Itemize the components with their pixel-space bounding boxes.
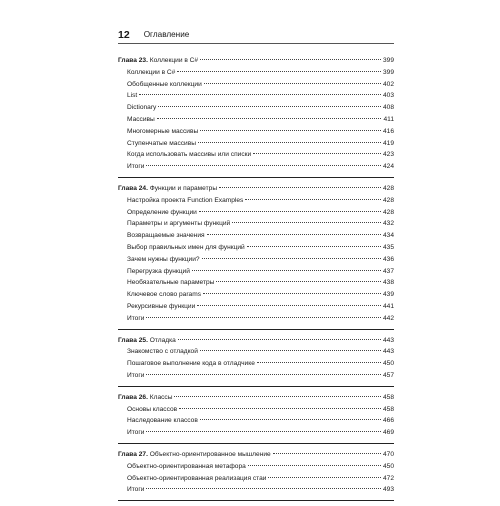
toc-entry-title: Объектно-ориентированная реализация стаи — [127, 474, 267, 482]
toc-entry-title: Параметры и аргументы функций — [127, 220, 231, 228]
dot-leader — [247, 246, 381, 247]
toc-entry[interactable] — [118, 79, 394, 91]
toc-chapter — [118, 335, 394, 387]
dot-leader — [216, 281, 381, 282]
toc-chapter-heading[interactable] — [118, 183, 394, 195]
toc-entry[interactable] — [118, 67, 394, 79]
toc-entry-title: Рекурсивные функции — [127, 302, 196, 310]
toc-entry[interactable] — [118, 207, 394, 219]
toc-entry-title: Обобщенные коллекции — [127, 80, 202, 88]
dot-leader — [219, 187, 381, 188]
dot-leader — [146, 374, 381, 375]
toc-entry[interactable] — [118, 277, 394, 289]
dot-leader — [200, 130, 381, 131]
toc-page-number: 469 — [382, 429, 394, 437]
dot-leader — [198, 142, 381, 143]
toc-page-number: 450 — [382, 462, 394, 470]
dot-leader — [203, 293, 381, 294]
toc-entry-title: Итоги — [127, 486, 145, 494]
toc-entry-title: Зачем нужны функции? — [127, 255, 200, 263]
toc-entry[interactable] — [118, 301, 394, 313]
toc-chapter — [118, 392, 394, 444]
toc-entry[interactable] — [118, 114, 394, 126]
dot-leader — [204, 83, 381, 84]
toc-page-number: 438 — [382, 279, 394, 287]
toc-chapter-heading[interactable] — [118, 335, 394, 347]
toc-entry[interactable] — [118, 427, 394, 439]
toc-chapter — [118, 449, 394, 501]
toc-entry[interactable] — [118, 149, 394, 161]
toc-entry-title: Ступенчатые массивы — [127, 139, 196, 147]
toc-entry[interactable] — [118, 473, 394, 485]
toc-entry-title: Знакомство с отладкой — [127, 348, 198, 356]
toc-entry-title: List — [127, 92, 138, 100]
toc-entry[interactable] — [118, 230, 394, 242]
toc-page-number: 435 — [382, 243, 394, 251]
toc-entry[interactable] — [118, 346, 394, 358]
toc-chapter-name: Классы — [149, 393, 173, 401]
toc-chapter-name: Функции и параметры — [149, 184, 218, 192]
toc-page-number: 432 — [382, 220, 394, 228]
toc-entry-title: Перегрузка функций — [127, 267, 190, 275]
toc-entry-title: Выбор правильных имен для функций — [127, 243, 245, 251]
dot-leader — [179, 408, 381, 409]
toc-entry[interactable] — [118, 266, 394, 278]
toc-entry[interactable] — [118, 126, 394, 138]
dot-leader — [207, 234, 381, 235]
toc-entry[interactable] — [118, 195, 394, 207]
toc-page-number: 458 — [382, 405, 394, 413]
toc-entry[interactable] — [118, 313, 394, 325]
running-header — [118, 24, 394, 44]
dot-leader — [158, 106, 381, 107]
toc-chapter-title — [118, 392, 172, 404]
toc-page-number: 403 — [382, 92, 394, 100]
toc-page-number: 416 — [382, 127, 394, 135]
toc-entry[interactable] — [118, 218, 394, 230]
toc-page-number: 457 — [382, 371, 394, 379]
table-of-contents — [118, 55, 394, 506]
toc-entry[interactable] — [118, 461, 394, 473]
toc-page-number: 439 — [382, 291, 394, 299]
toc-entry-title: Dictionary — [127, 104, 157, 112]
toc-entry-title: Многомерные массивы — [127, 127, 199, 135]
toc-entry[interactable] — [118, 254, 394, 266]
toc-page-number: 428 — [382, 196, 394, 204]
toc-entry-title: Наследование классов — [127, 417, 198, 425]
dot-leader — [248, 465, 381, 466]
toc-entry[interactable] — [118, 404, 394, 416]
dot-leader — [253, 153, 381, 154]
toc-chapter — [118, 55, 394, 178]
dot-leader — [199, 211, 381, 212]
header-title: Оглавление — [143, 29, 190, 39]
dot-leader — [146, 165, 381, 166]
toc-page-number: 399 — [382, 57, 394, 64]
dot-leader — [202, 258, 381, 259]
toc-page-number: 466 — [382, 417, 394, 425]
toc-page-number: 458 — [382, 393, 394, 401]
toc-entry[interactable] — [118, 484, 394, 496]
toc-entry-title: Итоги — [127, 163, 145, 171]
toc-entry[interactable] — [118, 370, 394, 382]
toc-chapter-heading[interactable] — [118, 449, 394, 461]
dot-leader — [200, 419, 381, 420]
toc-chapter-name: Объектно-ориентированное мышление — [149, 450, 271, 458]
toc-chapter — [118, 183, 394, 330]
toc-entry-title: Итоги — [127, 314, 145, 322]
dot-leader — [174, 396, 381, 397]
toc-entry[interactable] — [118, 161, 394, 173]
toc-page-number: 470 — [382, 450, 394, 458]
dot-leader — [197, 305, 381, 306]
toc-entry-title: Массивы — [127, 115, 155, 123]
toc-entry-title: Коллекции в C# — [127, 68, 176, 76]
toc-entry-title: Итоги — [127, 371, 145, 379]
toc-entry-title: Итоги — [127, 429, 145, 437]
toc-page-number: 419 — [382, 139, 394, 147]
toc-chapter-title — [118, 449, 271, 461]
dot-leader — [257, 362, 381, 363]
toc-entry-title: Настройка проекта Function Examples — [127, 196, 244, 204]
toc-page-number: 402 — [382, 80, 394, 88]
toc-entry[interactable] — [118, 102, 394, 114]
toc-entry-title: Ключевое слово params — [127, 291, 201, 299]
toc-entry-title: Возвращаемые значения — [127, 232, 205, 240]
toc-chapter-title — [118, 183, 217, 195]
dot-leader — [177, 71, 381, 72]
toc-entry[interactable] — [118, 90, 394, 102]
toc-page-number: 437 — [382, 267, 394, 275]
dot-leader — [192, 270, 381, 271]
toc-chapter-name: Коллекции в C# — [149, 57, 199, 64]
toc-chapter-title — [118, 335, 176, 347]
toc-page-number: 443 — [382, 348, 394, 356]
toc-chapter-number: Глава 27. — [118, 450, 148, 458]
toc-page-number: 434 — [382, 232, 394, 240]
toc-entry-title: Определение функции — [127, 208, 197, 216]
toc-page-number: 450 — [382, 360, 394, 368]
dot-leader — [273, 453, 381, 454]
toc-chapter-heading[interactable] — [118, 392, 394, 404]
toc-page-number: 493 — [382, 486, 394, 494]
toc-entry[interactable] — [118, 358, 394, 370]
toc-page-number: 441 — [382, 302, 394, 310]
toc-chapter-name: Отладка — [149, 336, 176, 344]
toc-page-number: 408 — [382, 104, 394, 112]
dot-leader — [200, 59, 381, 60]
toc-page-number: 423 — [382, 151, 394, 159]
dot-leader — [178, 339, 381, 340]
dot-leader — [268, 477, 381, 478]
dot-leader — [245, 199, 381, 200]
dot-leader — [139, 94, 381, 95]
toc-entry-title: Пошаговое выполнение кода в отладчике — [127, 360, 255, 368]
toc-chapter-number: Глава 25. — [118, 336, 148, 344]
toc-chapter-number: Глава 26. — [118, 393, 148, 401]
dot-leader — [232, 222, 381, 223]
toc-page-number: 442 — [382, 314, 394, 322]
toc-page-number: 436 — [382, 255, 394, 263]
page-number: 12 — [118, 28, 130, 41]
toc-page-number: 411 — [383, 115, 394, 123]
toc-entry[interactable] — [118, 242, 394, 254]
toc-chapter-number: Глава 23. — [118, 57, 148, 64]
toc-chapter-heading[interactable] — [118, 55, 394, 67]
dot-leader — [146, 488, 381, 489]
toc-chapter-title — [118, 55, 198, 67]
toc-page-number: 399 — [382, 68, 394, 76]
toc-entry[interactable] — [118, 289, 394, 301]
toc-page-number: 428 — [382, 208, 394, 216]
toc-page-number: 443 — [382, 336, 394, 344]
toc-entry-title: Объектно-ориентированная метафора — [127, 462, 246, 470]
dot-leader — [200, 350, 381, 351]
toc-entry[interactable] — [118, 138, 394, 150]
toc-page-number: 472 — [382, 474, 394, 482]
toc-entry[interactable] — [118, 415, 394, 427]
toc-page-number: 424 — [382, 163, 394, 171]
toc-entry-title: Необязательные параметры — [127, 279, 215, 287]
dot-leader — [157, 118, 382, 119]
toc-entry-title: Основы классов — [127, 405, 178, 413]
toc-chapter-number: Глава 24. — [118, 184, 148, 192]
toc-entry-title: Когда использовать массивы или списки — [127, 151, 252, 159]
toc-page-number: 428 — [382, 184, 394, 192]
dot-leader — [146, 431, 381, 432]
dot-leader — [146, 317, 381, 318]
